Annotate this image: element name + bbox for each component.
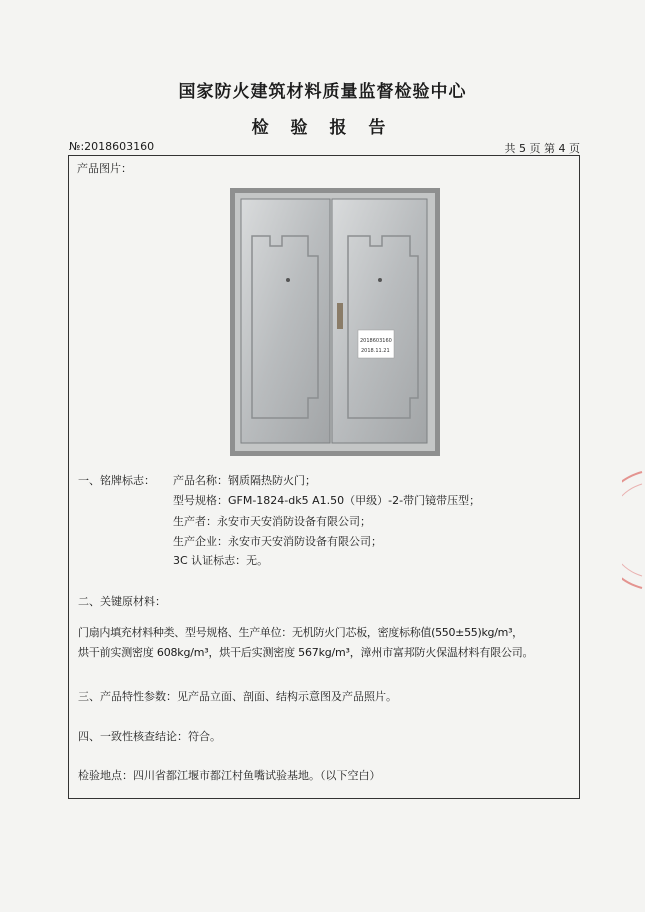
right-peephole <box>378 278 382 282</box>
nameplate-producer: 生产者：永安市天安消防设备有限公司； <box>173 515 371 528</box>
consistency-text: 四、一致性核查结论：符合。 <box>78 730 221 743</box>
sample-tag-number: 2018603160 <box>360 338 392 344</box>
nameplate-model: 型号规格：GFM-1824-dk5 A1.50（甲级）-2-带门镜带压型； <box>173 494 481 507</box>
page-info: 共 5 页 第 4 页 <box>504 142 580 155</box>
report-number-label: №: <box>69 140 85 153</box>
characteristics-text: 三、产品特性参数：见产品立面、剖面、结构示意图及产品照片。 <box>78 690 397 703</box>
product-photo <box>230 188 440 456</box>
left-peephole <box>286 278 290 282</box>
door-lock-handle <box>337 303 343 329</box>
report-number-value: 2018603160 <box>84 140 155 153</box>
report-number <box>69 140 154 153</box>
product-photo-label: 产品图片： <box>77 162 132 175</box>
nameplate-manufacturer: 生产企业：永安市天安消防设备有限公司； <box>173 535 382 548</box>
location-text: 检验地点：四川省都江堰市都江村鱼嘴试验基地。（以下空白） <box>78 769 381 782</box>
nameplate-cert-mark: 3C 认证标志：无。 <box>173 554 269 567</box>
materials-line-1: 门扇内填充材料种类、型号规格、生产单位：无机防火门芯板，密度标称值(550±55)kg/m³， <box>78 626 523 639</box>
red-seal-stamp <box>622 470 644 590</box>
sample-tag-date: 2018.11.21 <box>361 348 390 354</box>
nameplate-product-name: 产品名称：钢质隔热防火门； <box>173 474 316 487</box>
materials-heading: 二、关键原材料： <box>78 595 166 608</box>
nameplate-heading: 一、铭牌标志： <box>78 474 155 487</box>
report-title: 检 验 报 告 <box>251 118 394 138</box>
materials-line-2: 烘干前实测密度 608kg/m³，烘干后实测密度 567kg/m³，漳州市富邦防火保温材料有限公司。 <box>78 646 534 659</box>
organization-title: 国家防火建筑材料质量监督检验中心 <box>178 82 467 102</box>
right-door-leaf <box>332 199 427 443</box>
